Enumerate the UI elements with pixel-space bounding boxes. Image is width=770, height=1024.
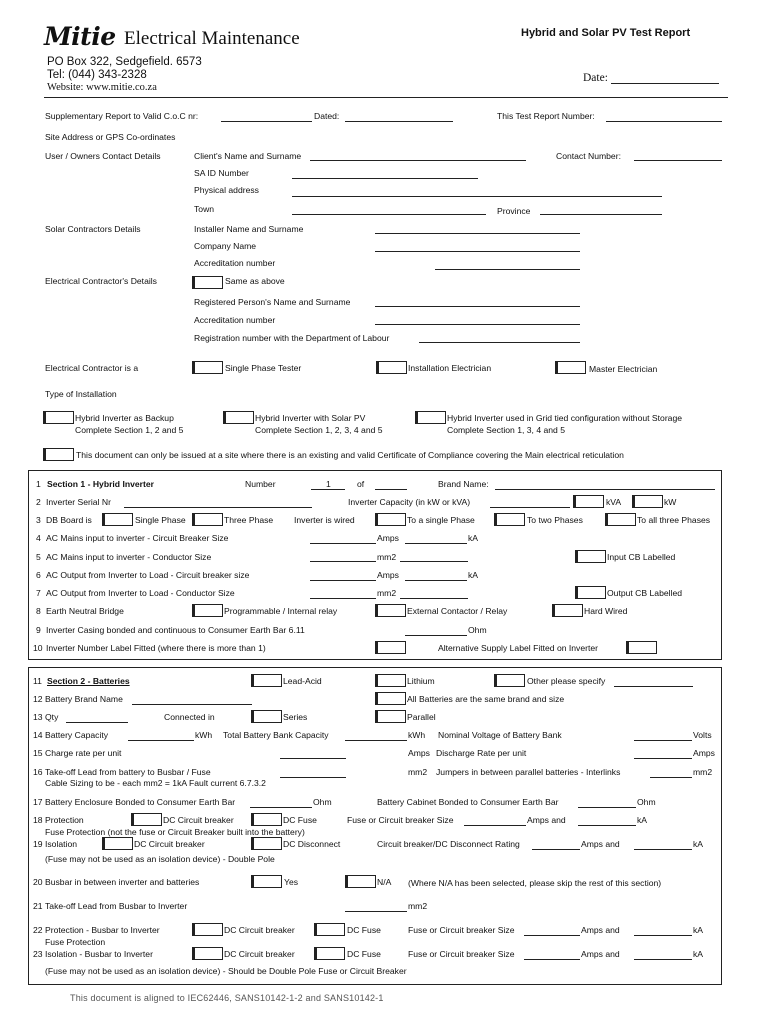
isolation-busbar-dc-cb-checkbox[interactable] [192,947,223,960]
company-name: Electrical Maintenance [124,28,300,49]
dated-label: Dated: [314,111,340,121]
amps-label: Amps [408,748,430,758]
installer-name-label: Installer Name and Surname [194,224,304,234]
protection-ka-field[interactable] [578,825,636,826]
alt-supply-checkbox[interactable] [626,641,657,654]
row-number: 22 [33,925,43,935]
isolation-busbar-ka-field[interactable] [634,959,692,960]
amps-label-2: Amps [693,748,715,758]
input-cb-label: Input CB Labelled [607,552,676,562]
casing-bonded-field[interactable] [405,635,467,636]
row-number: 20 [33,877,43,887]
installation-electrician-label: Installation Electrician [408,363,492,373]
row-number: 1 [36,479,41,489]
contact-number-label: Contact Number: [556,151,621,161]
hybrid-backup-checkbox[interactable] [43,411,74,424]
volts-label: Volts [693,730,712,740]
mm2-label-21: mm2 [408,901,428,911]
double-pole-note: (Fuse may not be used as an isolation device) - Double Pole [45,854,275,864]
coc-confirm-checkbox[interactable] [43,448,74,461]
isolation-busbar-dc-fuse-checkbox[interactable] [314,947,345,960]
isolation-dc-cb-label: DC Circuit breaker [134,839,205,849]
battery-capacity-field[interactable] [128,740,194,741]
ac-output-conductor-extra[interactable] [400,598,468,599]
hybrid-solar-checkbox[interactable] [223,411,254,424]
to-single-phase-checkbox[interactable] [375,513,406,526]
contact-number-field[interactable] [634,160,722,161]
cabinet-bonded-label: Battery Cabinet Bonded to Consumer Earth Bar [377,797,559,807]
protection-busbar-dc-fuse-label: DC Fuse [347,925,381,935]
registration-number-field[interactable] [419,342,580,343]
isolation-busbar-dc-cb-label: DC Circuit breaker [224,949,295,959]
kw-label: kW [664,497,677,507]
busbar-label: Busbar in between inverter and batteries [45,877,200,887]
dc-disconnect-checkbox[interactable] [251,837,282,850]
sa-id-field[interactable] [292,178,478,179]
ac-mains-cb-label: AC Mains input to inverter - Circuit Breaker Size [46,533,229,543]
hybrid-grid-label: Hybrid Inverter used in Grid tied configuration without Storage [447,413,683,423]
ka-label: kA [637,815,648,825]
accreditation-number-field[interactable] [435,269,580,270]
physical-address-field[interactable] [292,196,662,197]
fuse-cb-size-label-22: Fuse or Circuit breaker Size [408,925,515,935]
footer-note: This document is aligned to IEC62446, SANS10142-1-2 and SANS10142-1 [70,993,384,1003]
isolation-ka-field[interactable] [634,849,692,850]
other-checkbox[interactable] [494,674,525,687]
electrical-contractor-label: Electrical Contractor's Details [45,276,157,286]
protection-busbar-ka-field[interactable] [634,935,692,936]
row-number: 7 [36,588,41,598]
db-single-phase-label: Single Phase [135,515,186,525]
to-all-three-checkbox[interactable] [605,513,636,526]
lead-acid-label: Lead-Acid [283,676,322,686]
kw-checkbox[interactable] [632,495,663,508]
header-rule [44,97,728,98]
connected-in-label: Connected in [164,712,215,722]
fuse-protection-sub: Fuse Protection [45,937,106,947]
test-report-number-label: This Test Report Number: [497,111,595,121]
isolation-dc-cb-checkbox[interactable] [102,837,133,850]
physical-address-label: Physical address [194,185,259,195]
master-electrician-checkbox[interactable] [555,361,586,374]
kwh-label: kWh [195,730,213,740]
sa-id-label: SA ID Number [194,168,249,178]
discharge-rate-field[interactable] [634,758,692,759]
clients-name-field[interactable] [310,160,526,161]
mm2-label-2: mm2 [693,767,713,777]
db-board-label: DB Board is [46,515,92,525]
fuse-cb-size-field[interactable] [464,825,526,826]
battery-capacity-label: Battery Capacity [45,730,109,740]
row-number: 18 [33,815,43,825]
busbar-na-note: (Where N/A has been selected, please skip the rest of this section) [408,878,662,888]
protection-busbar-dc-cb-label: DC Circuit breaker [224,925,295,935]
dc-disconnect-label: DC Disconnect [283,839,341,849]
amps-label: Amps [377,570,399,580]
row-number: 9 [36,625,41,635]
row-number: 10 [33,643,43,653]
takeoff-lead-label: Take-off Lead from battery to Busbar / Fuse [45,767,211,777]
of-label: of [357,479,365,489]
programmable-checkbox[interactable] [192,604,223,617]
to-all-three-label: To all three Phases [637,515,711,525]
hybrid-solar-sub: Complete Section 1, 2, 3, 4 and 5 [255,425,383,435]
programmable-label: Programmable / Internal relay [224,606,338,616]
mm2-label: mm2 [377,552,397,562]
row-number: 11 [33,676,42,686]
section-1-title: Section 1 - Hybrid Inverter [47,479,154,489]
number-field[interactable] [311,489,345,490]
brand-name-field[interactable] [495,489,715,490]
busbar-na-label: N/A [377,877,392,887]
ac-output-ka-field[interactable] [405,580,467,581]
type-of-installation-label: Type of Installation [45,389,117,399]
protection-dc-fuse-checkbox[interactable] [251,813,282,826]
ka-label-23: kA [693,949,704,959]
province-field[interactable] [540,214,662,215]
protection-busbar-dc-fuse-checkbox[interactable] [314,923,345,936]
takeoff-busbar-field[interactable] [345,911,407,912]
row-number: 13 [33,712,43,722]
protection-dc-cb-label: DC Circuit breaker [163,815,234,825]
accreditation-number-field-2[interactable] [375,324,580,325]
company-logo: Mitie [44,22,116,51]
ka-label-19: kA [693,839,704,849]
row-number: 6 [36,570,41,580]
single-phase-tester-checkbox[interactable] [192,361,223,374]
town-field[interactable] [292,214,486,215]
external-contactor-label: External Contactor / Relay [407,606,508,616]
nominal-voltage-field[interactable] [634,740,692,741]
hybrid-grid-checkbox[interactable] [415,411,446,424]
amps-and-label-22: Amps and [581,925,620,935]
battery-brand-field[interactable] [132,704,252,705]
row-number: 8 [36,606,41,616]
busbar-yes-checkbox[interactable] [251,875,282,888]
town-label: Town [194,204,215,214]
ac-mains-cb-field[interactable] [310,543,376,544]
brand-name-label: Brand Name: [438,479,489,489]
ka-label: kA [468,533,479,543]
row-number: 16 [33,767,43,777]
db-three-phase-label: Three Phase [224,515,274,525]
registered-person-label: Registered Person's Name and Surname [194,297,351,307]
row-number: 5 [36,552,41,562]
ka-label-22: kA [693,925,704,935]
accreditation-number-label-2: Accreditation number [194,315,276,325]
series-checkbox[interactable] [251,710,282,723]
series-label: Series [283,712,308,722]
address-line-1: PO Box 322, Sedgefield. 6573 [47,56,202,68]
registration-number-label: Registration number with the Department of Labour [194,333,390,343]
busbar-na-checkbox[interactable] [345,875,376,888]
contractor-is-a-label: Electrical Contractor is a [45,363,139,373]
cabinet-bonded-field[interactable] [578,807,636,808]
hybrid-solar-label: Hybrid Inverter with Solar PV [255,413,366,423]
supplementary-report-label: Supplementary Report to Valid C.o.C nr: [45,111,199,121]
external-contactor-checkbox[interactable] [375,604,406,617]
serial-label: Inverter Serial Nr [46,497,111,507]
protection-dc-cb-checkbox[interactable] [131,813,162,826]
discharge-rate-label: Discharge Rate per unit [436,748,527,758]
fuse-protection-note: Fuse Protection (not the fuse or Circuit Breaker built into the battery) [45,827,305,837]
number-label-fitted: Inverter Number Label Fitted (where there is more than 1) [46,643,266,653]
qty-field[interactable] [66,722,128,723]
company-name-field[interactable] [375,251,580,252]
capacity-field[interactable] [490,507,570,508]
ac-output-cb-field[interactable] [310,580,376,581]
number-value: 1 [326,479,331,489]
single-phase-tester-label: Single Phase Tester [225,363,302,373]
takeoff-busbar-label: Take-off Lead from Busbar to Inverter [45,901,188,911]
ac-output-conductor-field[interactable] [310,598,376,599]
clients-name-label: Client's Name and Surname [194,151,302,161]
input-cb-checkbox[interactable] [575,550,606,563]
row-number: 15 [33,748,43,758]
other-label: Other please specify [527,676,606,686]
to-single-phase-label: To a single Phase [407,515,475,525]
site-address-label: Site Address or GPS Co-ordinates [45,132,176,142]
isolation-busbar-dc-fuse-label: DC Fuse [347,949,381,959]
province-label: Province [497,206,531,216]
output-cb-label: Output CB Labelled [607,588,683,598]
mm2-label: mm2 [377,588,397,598]
amps-and-label: Amps and [527,815,566,825]
master-electrician-label: Master Electrician [589,364,658,374]
same-brand-label: All Batteries are the same brand and size [407,694,565,704]
ohm-label: Ohm [313,797,332,807]
accreditation-number-label: Accreditation number [194,258,276,268]
user-owner-label: User / Owners Contact Details [45,151,161,161]
to-two-phases-checkbox[interactable] [494,513,525,526]
same-as-above-checkbox[interactable] [192,276,223,289]
db-three-phase-checkbox[interactable] [192,513,223,526]
double-pole-fuse-note: (Fuse may not be used as an isolation device) - Should be Double Pole Fuse or Circuit Breaker [45,966,407,976]
kva-label: kVA [606,497,622,507]
fuse-cb-size-label-23: Fuse or Circuit breaker Size [408,949,515,959]
serial-field[interactable] [124,507,312,508]
test-report-number-field[interactable] [606,121,722,122]
ohm-label: Ohm [468,625,487,635]
same-as-above-label: Same as above [225,276,285,286]
hybrid-backup-label: Hybrid Inverter as Backup [75,413,174,423]
other-field[interactable] [614,686,693,687]
inverter-wired-label: Inverter is wired [294,515,355,525]
hard-wired-checkbox[interactable] [552,604,583,617]
amps-label: Amps [377,533,399,543]
amps-and-label-19: Amps and [581,839,620,849]
ac-mains-conductor-extra[interactable] [400,561,468,562]
website: Website: www.mitie.co.za [47,82,157,93]
dated-field[interactable] [345,121,453,122]
company-name-label: Company Name [194,241,257,251]
number-label-checkbox[interactable] [375,641,406,654]
fuse-cb-size-field-22[interactable] [524,935,580,936]
isolation-label: Isolation [45,839,78,849]
row-number: 12 [33,694,43,704]
date-label: Date: [583,72,608,84]
row-number: 4 [36,533,41,543]
hybrid-backup-sub: Complete Section 1, 2 and 5 [75,425,184,435]
jumpers-label: Jumpers in between parallel batteries - Interlinks [436,767,621,777]
busbar-yes-label: Yes [284,877,299,887]
protection-dc-fuse-label: DC Fuse [283,815,317,825]
date-field[interactable] [611,83,719,84]
kwh-label-2: kWh [408,730,426,740]
row-number: 17 [33,797,43,807]
total-capacity-field[interactable] [345,740,407,741]
registered-person-field[interactable] [375,306,580,307]
kva-checkbox[interactable] [573,495,604,508]
charge-rate-field[interactable] [280,758,346,759]
lithium-label: Lithium [407,676,435,686]
address-line-2: Tel: (044) 343-2328 [47,69,147,81]
installer-name-field[interactable] [375,233,580,234]
ac-mains-conductor-label: AC Mains input to inverter - Conductor Size [46,552,212,562]
capacity-label: Inverter Capacity (in kW or kVA) [348,497,471,507]
ac-output-cb-label: AC Output from Inverter to Load - Circuit breaker size [46,570,250,580]
isolation-busbar-label: Isolation - Busbar to Inverter [45,949,153,959]
enclosure-bonded-label: Battery Enclosure Bonded to Consumer Earth Bar [45,797,236,807]
row-number: 2 [36,497,41,507]
cable-sizing-note: Cable Sizing to be - each mm2 = 1kA Fault current 6.7.3.2 [45,778,266,788]
row-number: 3 [36,515,41,525]
db-single-phase-checkbox[interactable] [102,513,133,526]
parallel-checkbox[interactable] [375,710,406,723]
protection-label: Protection [45,815,84,825]
total-capacity-label: Total Battery Bank Capacity [223,730,329,740]
ka-label: kA [468,570,479,580]
alt-supply-label: Alternative Supply Label Fitted on Inverter [438,643,599,653]
lithium-checkbox[interactable] [375,674,406,687]
row-number: 19 [33,839,43,849]
hard-wired-label: Hard Wired [584,606,628,616]
number-label: Number [245,479,276,489]
takeoff-lead-field[interactable] [280,777,346,778]
enclosure-bonded-field[interactable] [250,807,312,808]
ac-output-conductor-label: AC Output from Inverter to Load - Conductor Size [46,588,235,598]
cb-disconnect-rating-label: Circuit breaker/DC Disconnect Rating [377,839,520,849]
fuse-cb-size-field-23[interactable] [524,959,580,960]
solar-contractors-label: Solar Contractors Details [45,224,141,234]
parallel-label: Parallel [407,712,436,722]
qty-label: Qty [45,712,59,722]
row-number: 21 [33,901,43,911]
coc-note: This document can only be issued at a site where there is an existing and valid Certificate of Compliance covering the Main electrical reticulation [76,450,624,460]
protection-busbar-label: Protection - Busbar to Inverter [45,925,160,935]
section-2-title: Section 2 - Batteries [47,676,130,686]
jumpers-field[interactable] [650,777,692,778]
earth-neutral-label: Earth Neutral Bridge [46,606,124,616]
output-cb-checkbox[interactable] [575,586,606,599]
charge-rate-label: Charge rate per unit [45,748,122,758]
protection-busbar-dc-cb-checkbox[interactable] [192,923,223,936]
row-number: 23 [33,949,43,959]
installation-electrician-checkbox[interactable] [376,361,407,374]
of-field[interactable] [375,489,407,490]
row-number: 14 [33,730,43,740]
mm2-label: mm2 [408,767,428,777]
cb-disconnect-rating-field[interactable] [532,849,580,850]
casing-bonded-label: Inverter Casing bonded and continuous to Consumer Earth Bar 6.11 [46,625,305,635]
ac-mains-conductor-field[interactable] [310,561,376,562]
ohm-label-2: Ohm [637,797,656,807]
ac-mains-ka-field[interactable] [405,543,467,544]
lead-acid-checkbox[interactable] [251,674,282,687]
fuse-cb-size-label: Fuse or Circuit breaker Size [347,815,454,825]
report-title: Hybrid and Solar PV Test Report [521,27,691,39]
to-two-phases-label: To two Phases [527,515,583,525]
battery-brand-label: Battery Brand Name [45,694,123,704]
same-brand-checkbox[interactable] [375,692,406,705]
nominal-voltage-label: Nominal Voltage of Battery Bank [438,730,562,740]
amps-and-label-23: Amps and [581,949,620,959]
coc-number-field[interactable] [221,121,312,122]
hybrid-grid-sub: Complete Section 1, 3, 4 and 5 [447,425,566,435]
